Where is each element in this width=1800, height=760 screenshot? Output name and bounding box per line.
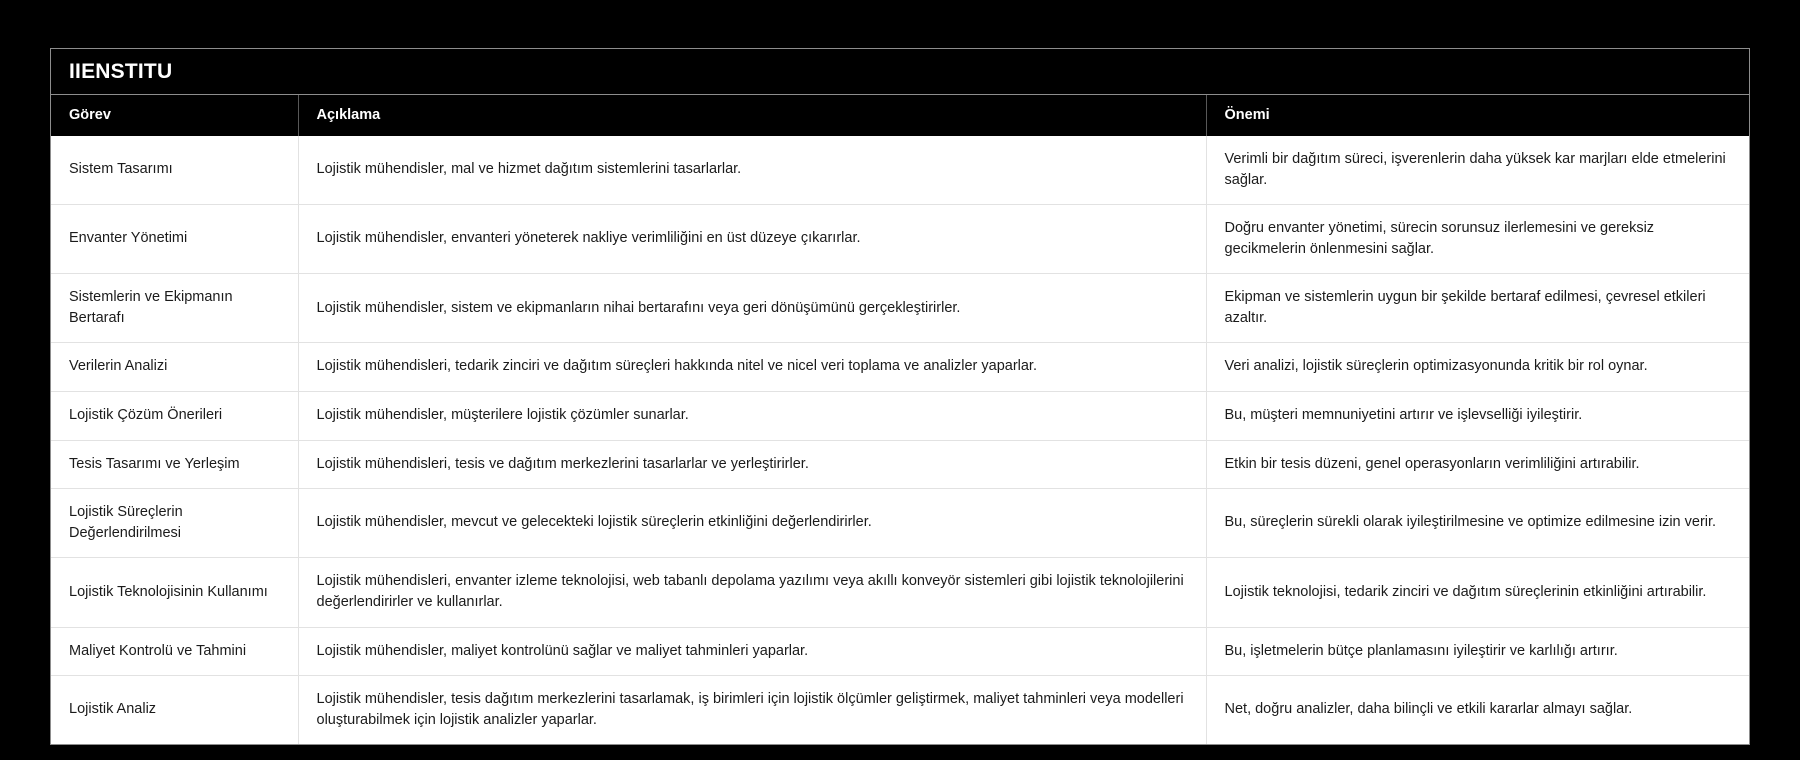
cell-description: Lojistik mühendisler, maliyet kontrolünü sağlar ve maliyet tahminleri yaparlar. [298, 627, 1206, 676]
cell-importance: Etkin bir tesis düzeni, genel operasyonların verimliliğini artırabilir. [1206, 440, 1749, 489]
cell-importance: Veri analizi, lojistik süreçlerin optimizasyonunda kritik bir rol oynar. [1206, 343, 1749, 392]
cell-importance: Bu, işletmelerin bütçe planlamasını iyileştirir ve karlılığı artırır. [1206, 627, 1749, 676]
cell-importance: Doğru envanter yönetimi, sürecin sorunsuz ilerlemesini ve gereksiz gecikmelerin önlenmesini sağlar. [1206, 205, 1749, 274]
table-card [50, 48, 1750, 745]
cell-task: Lojistik Teknolojisinin Kullanımı [51, 558, 298, 627]
cell-task: Sistemlerin ve Ekipmanın Bertarafı [51, 274, 298, 343]
cell-task: Tesis Tasarımı ve Yerleşim [51, 440, 298, 489]
cell-importance: Bu, müşteri memnuniyetini artırır ve işlevselliği iyileştirir. [1206, 392, 1749, 441]
brand-header [51, 49, 1749, 95]
cell-description: Lojistik mühendisler, mevcut ve gelecekteki lojistik süreçlerin etkinliğini değerlendirirler. [298, 489, 1206, 558]
table-row [51, 489, 1749, 558]
cell-description: Lojistik mühendisler, mal ve hizmet dağıtım sistemlerini tasarlarlar. [298, 136, 1206, 205]
table-header-row [51, 95, 1749, 136]
table-row [51, 205, 1749, 274]
cell-description: Lojistik mühendisleri, envanter izleme teknolojisi, web tabanlı depolama yazılımı veya akıllı konveyör sistemleri gibi lojistik teknolojilerini değerlendirirler ve kullanırlar. [298, 558, 1206, 627]
cell-task: Verilerin Analizi [51, 343, 298, 392]
cell-task: Envanter Yönetimi [51, 205, 298, 274]
cell-task: Maliyet Kontrolü ve Tahmini [51, 627, 298, 676]
table-row [51, 676, 1749, 745]
cell-description: Lojistik mühendisleri, tesis ve dağıtım merkezlerini tasarlarlar ve yerleştirirler. [298, 440, 1206, 489]
cell-importance: Bu, süreçlerin sürekli olarak iyileştirilmesine ve optimize edilmesine izin verir. [1206, 489, 1749, 558]
column-header-importance: Önemi [1206, 95, 1749, 136]
cell-importance: Net, doğru analizler, daha bilinçli ve etkili kararlar almayı sağlar. [1206, 676, 1749, 745]
cell-description: Lojistik mühendisleri, tedarik zinciri ve dağıtım süreçleri hakkında nitel ve nicel veri toplama ve analizler yaparlar. [298, 343, 1206, 392]
cell-task: Lojistik Süreçlerin Değerlendirilmesi [51, 489, 298, 558]
table-body [51, 136, 1749, 744]
table-row [51, 627, 1749, 676]
cell-description: Lojistik mühendisler, tesis dağıtım merkezlerini tasarlamak, iş birimleri için lojistik ölçümler geliştirmek, maliyet tahminleri veya modelleri oluşturabilmek için lojistik analizler yaparlar. [298, 676, 1206, 745]
table-row [51, 274, 1749, 343]
cell-description: Lojistik mühendisler, sistem ve ekipmanların nihai bertarafını veya geri dönüşümünü gerçekleştirirler. [298, 274, 1206, 343]
table-row [51, 392, 1749, 441]
table-row [51, 343, 1749, 392]
cell-importance: Lojistik teknolojisi, tedarik zinciri ve dağıtım süreçlerinin etkinliğini artırabilir. [1206, 558, 1749, 627]
cell-importance: Ekipman ve sistemlerin uygun bir şekilde bertaraf edilmesi, çevresel etkileri azaltır. [1206, 274, 1749, 343]
cell-task: Lojistik Çözüm Önerileri [51, 392, 298, 441]
cell-description: Lojistik mühendisler, müşterilere lojistik çözümler sunarlar. [298, 392, 1206, 441]
cell-importance: Verimli bir dağıtım süreci, işverenlerin daha yüksek kar marjları elde etmelerini sağlar. [1206, 136, 1749, 205]
table-row [51, 558, 1749, 627]
column-header-description: Açıklama [298, 95, 1206, 136]
table-row [51, 440, 1749, 489]
table-header-row-group [51, 95, 1749, 136]
cell-task: Lojistik Analiz [51, 676, 298, 745]
brand-title: IIENSTITU [69, 60, 173, 83]
tasks-table [51, 95, 1749, 744]
table-row [51, 136, 1749, 205]
cell-description: Lojistik mühendisler, envanteri yöneterek nakliye verimliliğini en üst düzeye çıkarırlar. [298, 205, 1206, 274]
column-header-task: Görev [51, 95, 298, 136]
cell-task: Sistem Tasarımı [51, 136, 298, 205]
